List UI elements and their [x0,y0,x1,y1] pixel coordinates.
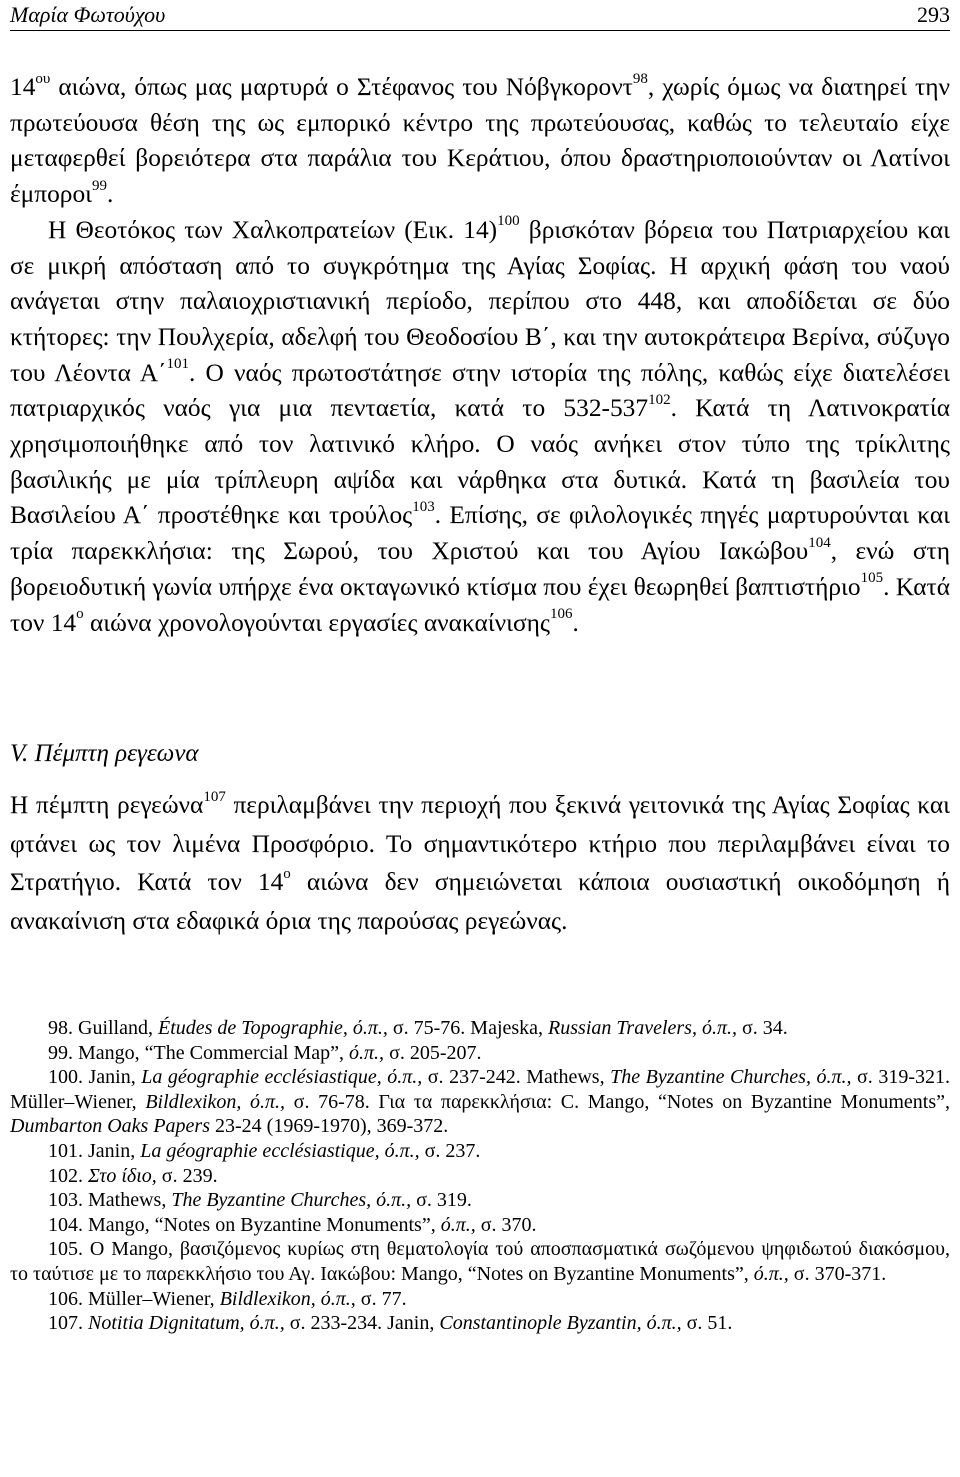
note-text: 105. Ο Mango, βασιζόμενος κυρίως στη θεματολογία τού αποσπασματικά σωζόμενου ψηφιδωτού διακόσμου, το ταύτισε με το παρεκκλήσιο του Αγ. Ιακώβου: Mango, “Notes on Byzantine Monuments”, [10,1238,950,1285]
paragraph-3 [10,786,950,940]
footnote-ref-98[interactable]: 98 [632,70,648,87]
note-text: 98. Guilland, [48,1017,158,1039]
note-text: 100. Janin, [48,1066,142,1089]
note-italic: Bildlexikon, ό.π., [145,1090,286,1113]
text-run: Η Θεοτόκος των Χαλκοπρατείων (Εικ. 14) [48,215,498,244]
paragraph-2 [10,213,950,641]
footnote-ref-102[interactable]: 102 [648,391,671,408]
note-italic: La géographie ecclésiastique, ό.π., [141,1066,423,1089]
note-text: 103. Mathews, [48,1189,172,1212]
text-run: αιώνα χρονολογούνται εργασίες ανακαίνισης [83,608,550,637]
text-run: . [572,608,579,637]
footnote-ref-103[interactable]: 103 [412,498,435,515]
footnote-103 [10,1188,950,1213]
text-run: . Επίσης, σε φιλολογικές πηγές μαρτυρούνται και τρία παρεκκλήσια: της Σωρού, του Χριστού και του Αγίου Ιακώβου [10,501,950,566]
superscript: ο [283,865,291,882]
note-text: 104. Mango, “Notes on Byzantine Monuments”, [48,1213,441,1236]
footnote-ref-99[interactable]: 99 [92,177,107,194]
note-text: 107. [48,1312,88,1335]
note-italic: ό.π., [440,1213,476,1236]
note-italic: Bildlexikon, ό.π., [219,1287,356,1310]
note-text: σ. 319. [411,1189,472,1212]
note-italic: Études de Topographie, ό.π., [158,1017,388,1039]
superscript: ο [76,606,84,623]
footnote-99 [10,1041,950,1066]
text-run: . Κατά τη Λατινοκρατία χρησιμοποιήθηκε από τον λατινικό κλήρο. Ο ναός ανήκει στον τύπο της τρίκλιτης βασιλικής με μία τρίπλευρη αψίδα και νάρθηκα στα δυτικά. Κατά τη βασιλεία του Βασιλείου Α΄ προστέθηκε και τρούλος [10,394,950,530]
footnote-ref-101[interactable]: 101 [166,356,190,373]
note-italic: The Byzantine Churches, ό.π., [171,1189,412,1212]
text-run: . Ο ναός πρωτοστάτησε στην ιστορία της πόλης, καθώς είχε διατελέσει πατριαρχικός ναός για μια πενταετία, κατά το 532-537 [10,358,950,423]
footnote-101 [10,1139,950,1164]
footnote-ref-105[interactable]: 105 [860,570,884,587]
note-text: 106. Müller–Wiener, [48,1287,220,1310]
note-text: 99. Mango, “The Commercial Map”, [48,1041,350,1064]
text-run: αιώνα δεν σημειώνεται κάποια ουσιαστική οικοδόμηση ή ανακαίνιση στα εδαφικά όρια της παρούσας ρεγεώνας. [10,868,950,935]
running-head-author: Μαρία Φωτούχου [10,2,166,27]
note-italic: ό.π., [753,1262,789,1285]
footnote-ref-106[interactable]: 106 [549,606,573,623]
note-text: 102. [48,1164,88,1187]
footnote-105 [10,1237,950,1286]
note-italic: La géographie ecclésiastique, ό.π., [140,1139,420,1162]
note-text: σ. 205-207. [384,1041,482,1064]
note-italic: ό.π., [349,1041,385,1064]
note-text: σ. 237. [419,1139,481,1162]
text-run: αιώνα, όπως μας μαρτυρά ο Στέφανος του Νόβγκοροντ [50,73,633,101]
note-italic: Dumbarton Oaks Papers [10,1115,210,1138]
note-text: σ. 77. [355,1287,407,1310]
text-run: 14 [10,73,36,101]
note-text: 23-24 (1969-1970), 369-372. [210,1115,449,1138]
footnote-107 [10,1311,950,1336]
note-text: σ. 237-242. Mathews, [422,1066,611,1089]
main-text [10,70,950,641]
superscript: ου [35,70,51,87]
text-run: , ενώ στη βορειοδυτική γωνία υπήρχε ένα οκταγωνικό κτίσμα που έχει θεωρηθεί βαπτιστήριο [10,537,950,601]
text-run: . Κατά τον 14 [10,572,950,637]
footnote-ref-107[interactable]: 107 [203,788,226,805]
note-text: σ. 319-321. Müller–Wiener, [10,1066,950,1113]
note-text: σ. 370. [475,1213,537,1236]
note-text: σ. 239. [156,1164,218,1187]
note-italic: The Byzantine Churches, ό.π., [610,1066,852,1089]
note-italic: Notitia Dignitatum, ό.π., [88,1312,285,1335]
note-italic: Στο ίδιο, [88,1164,157,1187]
note-text: σ. 51. [681,1312,733,1335]
footnote-102 [10,1164,950,1189]
note-text: 101. Janin, [48,1139,141,1162]
footnote-98 [10,1016,950,1041]
footnote-ref-100[interactable]: 100 [497,213,520,230]
footnote-106 [10,1287,950,1312]
paragraph-1 [10,70,950,213]
note-text: σ. 370-371. [788,1262,887,1285]
text-run: . [107,180,114,209]
section-text [10,786,950,940]
note-text: σ. 34. [736,1017,788,1039]
text-run: βρισκόταν βόρεια του Πατριαρχείου και σε μικρή απόσταση από το συγκρότημα της Αγίας Σοφίας. Η αρχική φάση του ναού ανάγεται στην παλαιοχριστιανική περίοδο, περίπου στο 448, και αποδίδεται σε δύο κτήτορες: την Πουλχερία, αδελφή του Θεοδοσίου Β΄, και την αυτοκράτειρα Βερίνα, σύζυγο του Λέοντα Α΄ [10,215,950,387]
section-heading: V. Πέμπτη ρεγεωνα [10,740,199,767]
text-run: Η πέμπτη ρεγεώνα [10,791,204,819]
footnote-100 [10,1065,950,1139]
text-run: , χωρίς όμως να διατηρεί την πρωτεύουσα θέση της ως εμπορικό κέντρο της πρωτεύουσας, καθώς το τελευταίο είχε μεταφερθεί βορειότερα στα παράλια του Κεράτιου, όπου δραστηριοποιούνταν οι Λατίνοι έμποροι [10,73,950,209]
note-text: σ. 233-234. Janin, [284,1312,440,1335]
footnote-ref-104[interactable]: 104 [808,534,831,551]
footnote-104 [10,1213,950,1238]
footnotes [10,1016,950,1336]
page-header [10,0,950,31]
page-number: 293 [917,2,950,27]
note-text: σ. 76-78. Για τα παρεκκλήσια: C. Mango, “Notes on Byzantine Monuments”, [285,1090,950,1113]
note-text: σ. 75-76. Majeska, [387,1017,549,1039]
note-italic: Constantinople Byzantin, ό.π., [439,1312,682,1335]
note-italic: Russian Travelers, ό.π., [548,1017,737,1039]
text-run: περιλαμβάνει την περιοχή που ξεκινά γειτονικά της Αγίας Σοφίας και φτάνει ως τον λιμένα Προσφόριο. Το σημαντικότερο κτήριο που περιλαμβάνει είναι το Στρατήγιο. Κατά τον 14 [10,791,951,896]
